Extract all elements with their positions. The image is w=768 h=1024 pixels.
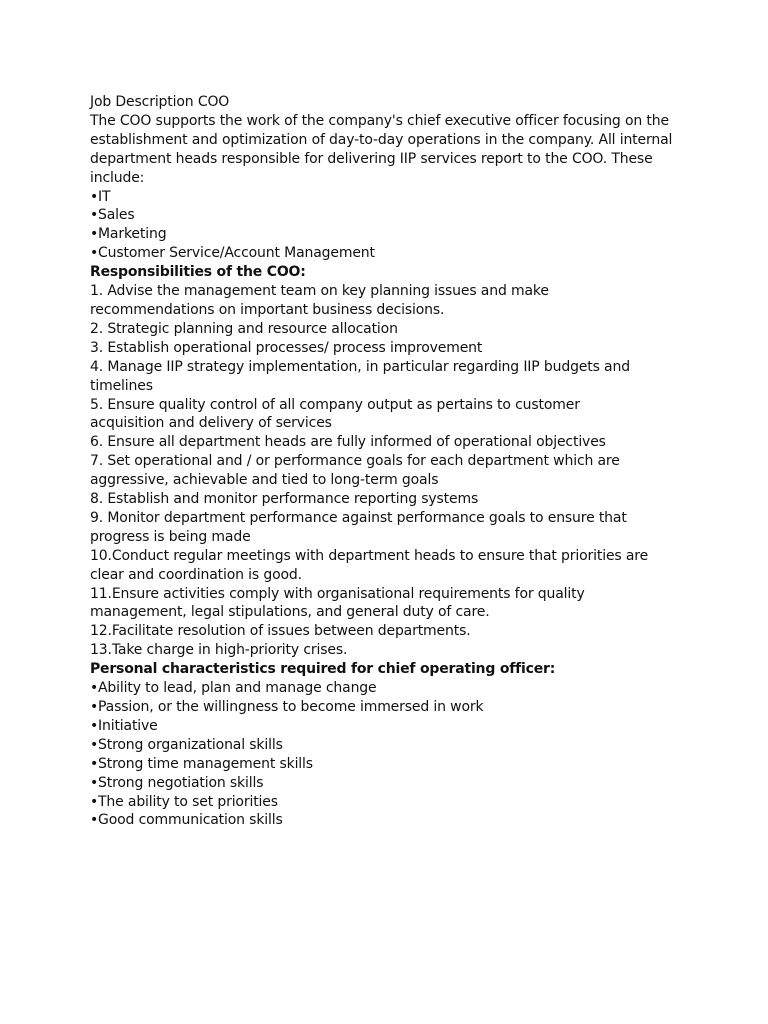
department-item [90, 206, 710, 225]
bullet-icon: • [90, 207, 99, 224]
intro-line: The COO supports the work of the company's chief executive officer focusing on the [90, 112, 669, 129]
characteristic-label: Strong negotiation skills [98, 774, 264, 791]
departments-list [90, 188, 710, 264]
department-item [90, 244, 710, 263]
responsibility-line: recommendations on important business decisions. [90, 301, 445, 318]
bullet-icon: • [90, 755, 99, 772]
characteristics-list [90, 679, 710, 830]
responsibilities-list [90, 282, 710, 660]
characteristic-label: The ability to set priorities [98, 793, 278, 810]
responsibility-line: 10.Conduct regular meetings with department heads to ensure that priorities are [90, 547, 649, 564]
bullet-icon: • [90, 812, 99, 829]
intro-line: include: [90, 169, 145, 186]
responsibility-line: 7. Set operational and / or performance goals for each department which are [90, 453, 620, 470]
department-label: Marketing [98, 226, 167, 243]
responsibility-line: management, legal stipulations, and general duty of care. [90, 604, 490, 621]
responsibility-line: aggressive, achievable and tied to long-term goals [90, 472, 439, 489]
bullet-icon: • [90, 736, 99, 753]
responsibility-line: clear and coordination is good. [90, 566, 302, 583]
bullet-icon: • [90, 226, 99, 243]
department-label: Sales [98, 207, 135, 224]
responsibility-line: 11.Ensure activities comply with organisational requirements for quality [90, 585, 585, 602]
bullet-icon: • [90, 680, 99, 697]
characteristic-item [90, 698, 710, 717]
document-title: Job Description COO [90, 94, 230, 110]
responsibility-line: progress is being made [90, 528, 251, 545]
characteristic-item [90, 811, 710, 830]
document-page [90, 93, 710, 830]
characteristic-item [90, 755, 710, 774]
responsibility-line: 1. Advise the management team on key planning issues and make [90, 283, 549, 300]
responsibility-line: 2. Strategic planning and resource allocation [90, 320, 398, 337]
intro-line: department heads responsible for delivering IIP services report to the COO. These [90, 150, 653, 167]
bullet-icon: • [90, 188, 99, 205]
intro-paragraph [90, 112, 710, 188]
responsibilities-heading: Responsibilities of the COO: [90, 264, 306, 281]
responsibility-line: 12.Facilitate resolution of issues between departments. [90, 623, 471, 640]
characteristic-item [90, 717, 710, 736]
characteristic-label: Ability to lead, plan and manage change [98, 680, 377, 697]
characteristic-label: Passion, or the willingness to become immersed in work [98, 699, 484, 715]
characteristics-heading: Personal characteristics required for chief operating officer: [90, 661, 556, 678]
characteristic-label: Strong time management skills [98, 755, 313, 772]
characteristic-label: Strong organizational skills [98, 736, 283, 753]
characteristic-item [90, 793, 710, 812]
responsibility-line: 4. Manage IIP strategy implementation, in particular regarding IIP budgets and [90, 358, 630, 375]
department-item [90, 225, 710, 244]
characteristic-label: Initiative [98, 717, 158, 734]
department-label: IT [98, 188, 111, 205]
characteristic-item [90, 736, 710, 755]
department-label: Customer Service/Account Management [98, 245, 375, 262]
characteristic-label: Good communication skills [98, 812, 283, 829]
responsibility-line: 8. Establish and monitor performance reporting systems [90, 491, 479, 508]
bullet-icon: • [90, 717, 99, 734]
bullet-icon: • [90, 774, 99, 791]
characteristic-item [90, 679, 710, 698]
responsibility-line: 6. Ensure all department heads are fully informed of operational objectives [90, 434, 606, 451]
responsibility-line: acquisition and delivery of services [90, 415, 332, 432]
bullet-icon: • [90, 245, 99, 262]
intro-line: establishment and optimization of day-to-day operations in the company. All internal [90, 131, 673, 148]
responsibility-line: 9. Monitor department performance against performance goals to ensure that [90, 509, 627, 526]
responsibility-line: 5. Ensure quality control of all company output as pertains to customer [90, 396, 580, 413]
bullet-icon: • [90, 699, 99, 715]
bullet-icon: • [90, 793, 99, 810]
responsibility-line: 13.Take charge in high-priority crises. [90, 642, 348, 659]
responsibility-line: 3. Establish operational processes/ process improvement [90, 339, 483, 356]
department-item [90, 188, 710, 207]
responsibility-line: timelines [90, 377, 153, 394]
characteristic-item [90, 774, 710, 793]
